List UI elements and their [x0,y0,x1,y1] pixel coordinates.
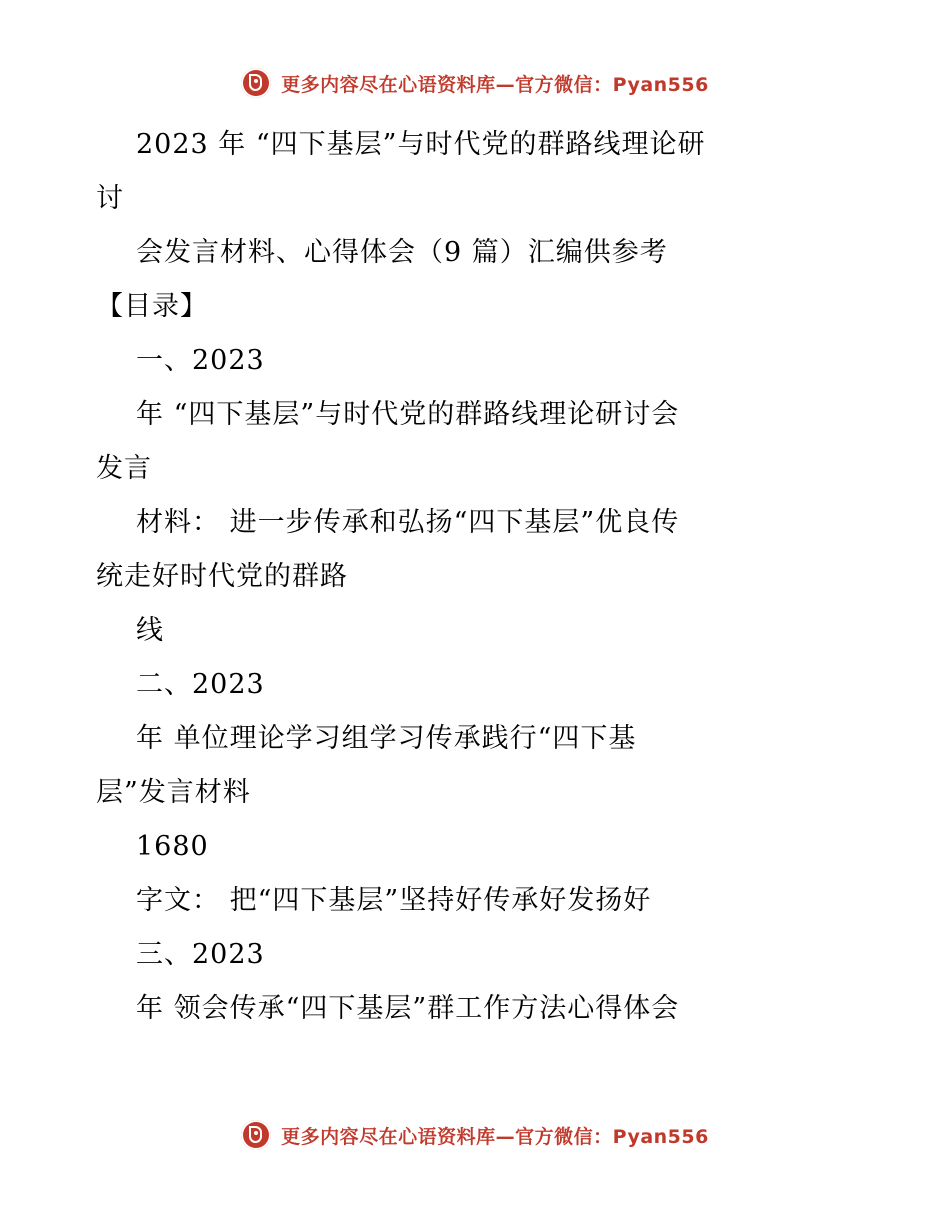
watermark-account-label: 官方微信： [515,73,613,96]
doc-line: 年 “四下基层”与时代党的群路线理论研讨会 [136,399,680,430]
watermark-text [281,70,709,97]
doc-line: 发言 [96,453,152,484]
bookmark-logo-icon [241,1120,271,1150]
doc-line: 字文： 把“四下基层”坚持好传承好发扬好 [136,885,652,916]
watermark-text [281,1122,709,1149]
watermark-main-text: 更多内容尽在心语资料库— [281,1125,516,1148]
doc-line: 1680 [136,831,209,862]
doc-line: 【目录】 [96,291,208,322]
doc-line: 二、2023 [136,669,265,700]
doc-line: 2023 年 “四下基层”与时代党的群路线理论研 [136,129,706,160]
watermark-top [0,68,950,98]
doc-line: 三、2023 [136,939,265,970]
doc-line: 线 [136,615,164,646]
watermark-account-label: 官方微信： [515,1125,613,1148]
doc-line: 一、2023 [136,345,265,376]
doc-line: 年 领会传承“四下基层”群工作方法心得体会 [136,993,680,1024]
doc-line: 会发言材料、心得体会（9 篇）汇编供参考 [136,237,668,268]
doc-line: 层”发言材料 [96,777,251,808]
doc-line: 材料： 进一步传承和弘扬“四下基层”优良传 [136,507,680,538]
watermark-account: Pyan556 [612,1125,709,1148]
watermark-account: Pyan556 [612,73,709,96]
doc-line: 讨 [96,183,124,214]
bookmark-logo-icon [241,68,271,98]
watermark-main-text: 更多内容尽在心语资料库— [281,73,516,96]
watermark-bottom [0,1120,950,1150]
doc-line: 统走好时代党的群路 [96,561,348,592]
document-text-body [96,118,856,1036]
doc-line: 年 单位理论学习组学习传承践行“四下基 [136,723,637,754]
